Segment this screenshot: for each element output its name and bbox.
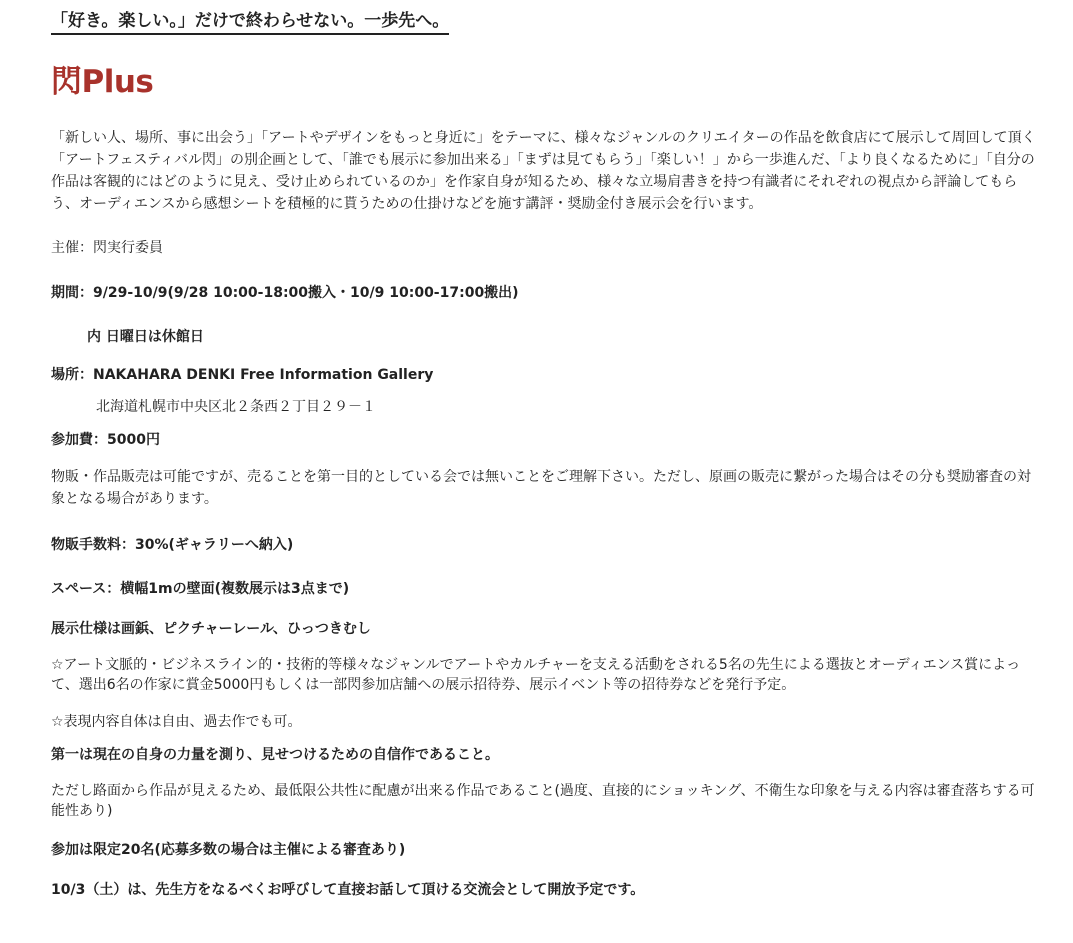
period-text: 期間：9/29-10/9(9/28 10:00-18:00搬入・10/9 10:00-17:00搬出) bbox=[51, 285, 519, 301]
limit-text: 参加は限定20名(応募多数の場合は主催による審査あり) bbox=[51, 842, 406, 858]
intro-paragraph: 「新しい人、場所、事に出会う」「アートやデザインをもっと身近に」をテーマに、様々なジャンルのクリエイターの作品を飲食店にて展示して周回して頂く「アートフェスティバル閃」の別企画として、「誰でも展示に参加出来る」「まずは見てもらう」「楽しい！」から一歩進んだ、「より良くなるために」「自分の作品は客観的にはどのように見え、受け止められているのか」を作家自身が知るため、様々な立場肩書きを持つ有識者にそれぞれの視点から評論してもらう、オーディエンスから感想シートを積極的に貰うための仕掛けなどを施す講評・奨励金付き展示会を行います。 bbox=[51, 130, 1036, 212]
sales-note: 物販・作品販売は可能ですが、売ることを第一目的としている会では無いことをご理解下さい。ただし、原画の販売に繋がった場合はその分も奨励審査の対象となる場合があります。 bbox=[51, 469, 1031, 507]
content-free-text: ☆表現内容自体は自由、過去作でも可。 bbox=[51, 714, 302, 730]
address-text: 北海道札幌市中央区北２条西２丁目２９－１ bbox=[96, 399, 376, 415]
exchange-text: 10/3（土）は、先生方をなるべくお呼びして直接お話して頂ける交流会として開放予定です。 bbox=[51, 882, 645, 898]
brand-title: 閃Plus bbox=[51, 64, 154, 100]
tagline: 「好き。楽しい。」だけで終わらせない。一歩先へ。 bbox=[51, 10, 449, 35]
first-priority-text: 第一は現在の自身の力量を測り、見せつけるための自信作であること。 bbox=[51, 747, 499, 763]
award-text: ☆アート文脈的・ビジネスライン的・技術的等様々なジャンルでアートやカルチャーを支える活動をされる5名の先生による選抜とオーディエンス賞によって、選出6名の作家に賞金5000円もしくは一部閃参加店舗への展示招待券、展示イベント等の招待券などを発行予定。 bbox=[51, 657, 1021, 693]
space-text: スペース：横幅1mの壁面(複数展示は3点まで) bbox=[51, 581, 350, 597]
public-note-text: ただし路面から作品が見えるため、最低限公共性に配慮が出来る作品であること(過度、直接的にショッキング、不衛生な印象を与える内容は審査落ちする可能性あり) bbox=[51, 783, 1035, 819]
closed-day-text: 内 日曜日は休館日 bbox=[87, 329, 204, 345]
fee-text: 参加費：5000円 bbox=[51, 432, 160, 448]
display-spec-text: 展示仕様は画鋲、ピクチャーレール、ひっつきむし bbox=[51, 621, 371, 637]
organizer-text: 主催：閃実行委員 bbox=[51, 240, 163, 256]
commission-text: 物販手数料：30%(ギャラリーへ納入) bbox=[51, 537, 294, 553]
venue-text: 場所：NAKAHARA DENKI Free Information Gallery bbox=[51, 367, 434, 383]
